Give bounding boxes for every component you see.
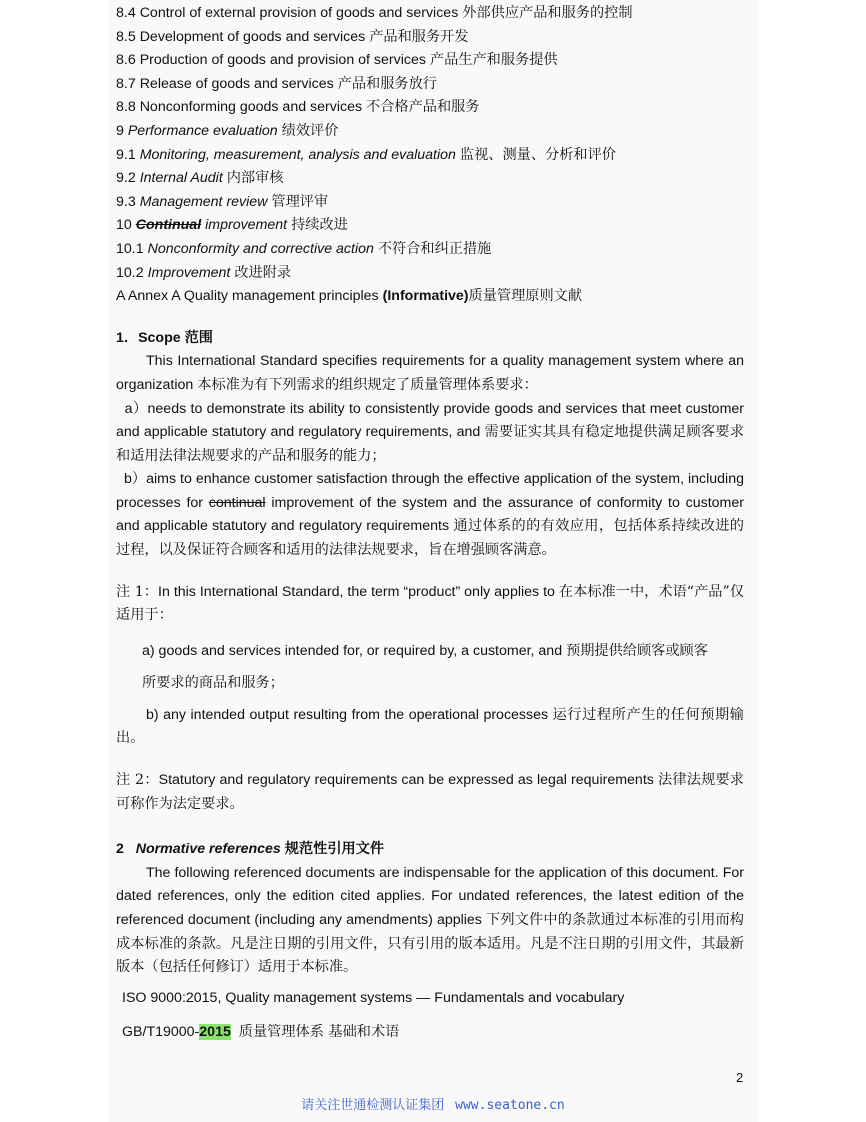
toc-line-9-1: 9.1 Monitoring, measurement, analysis and evaluation 监视、测量、分析和评价 [116,146,616,163]
toc-line-10-2: 10.2 Improvement 改进附录 [116,264,292,281]
toc-line-9-3: 9.3 Management review 管理评审 [116,193,329,210]
reference-gb-t19000: GB/T19000-2015 质量管理体系 基础和术语 [122,1023,400,1040]
toc-line-10: 10 Continual improvement 持续改进 [116,217,348,234]
note-1: 注 1：In this International Standard, the term “product” only applies to 在本标准一中，术语“产品”仅适用于： [116,583,744,624]
note-1-item-a-cont: 所要求的商品和服务； [142,674,284,691]
toc-line-10-1: 10.1 Nonconformity and corrective action 不符合和纠正措施 [116,240,492,257]
footer-url[interactable]: www.seatone.cn [455,1098,565,1113]
scope-item-b: b）aims to enhance customer satisfaction through the effective application of the system, including processes for continual improvement of the system and the assurance of conformity to customer and applicable statutory and regulatory requirements 通过体系的的有效应用，包括体系持续改进的过程，以及保证符合顾客和适用的法律法规要求，旨在增强顾客满意。 [116,471,744,559]
toc-line-8-7: 8.7 Release of goods and services 产品和服务放行 [116,75,437,92]
toc-line-8-5: 8.5 Development of goods and services 产品和服务开发 [116,28,469,45]
toc-line-9-2: 9.2 Internal Audit 内部审核 [116,170,284,187]
toc-line-9: 9 Performance evaluation 绩效评价 [116,122,339,139]
toc-line-annex-a: A Annex A Quality management principles (Informative)质量管理原则文献 [116,288,583,305]
highlighted-year: 2015 [199,1023,231,1040]
note-1-item-b: b) any intended output resulting from the operational processes 运行过程所产生的任何预期输出。 [116,706,744,747]
note-2: 注 2：Statutory and regulatory requirements can be expressed as legal requirements 法律法规要求可称作为法定要求。 [116,772,744,812]
scope-item-a: a）needs to demonstrate its ability to consistently provide goods and services that meet customer and applicable statutory and regulatory requirements, and 需要证实其具有稳定地提供满足顾客要求和适用法律法规要求的产品和服务的能力； [116,400,745,464]
page-number: 2 [736,1070,744,1085]
toc-line-8-8: 8.8 Nonconforming goods and services 不合格产品和服务 [116,99,480,116]
scope-heading: 1．Scope 范围 [116,329,213,346]
footer-text: 请关注世通检测认证集团 [301,1098,445,1113]
document-content [116,2,744,1044]
toc-line-8-4: 8.4 Control of external provision of goods and services 外部供应产品和服务的控制 [116,5,633,21]
footer [0,1094,866,1113]
scope-intro: This International Standard specifies requirements for a quality management system where an organization 本标准为有下列需求的组织规定了质量管理体系要求： [116,353,744,393]
note-1-item-a: a) goods and services intended for, or required by, a customer, and 预期提供给顾客或顾客 [142,642,708,659]
normative-body: The following referenced documents are indispensable for the application of this document. For dated references, only the edition cited applies. For undated references, the latest edition of the referenced document (including any amendments) applies 下列文件中的条款通过本标准的引用而构成本标准的条款。凡是注日期的引用文件，只有引用的版本适用。凡是不注日期的引用文件，其最新版本（包括任何修订）适用于本标准。 [116,864,744,976]
toc-line-8-6: 8.6 Production of goods and provision of services 产品生产和服务提供 [116,52,558,69]
normative-heading: 2 Normative references 规范性引用文件 [116,841,385,858]
reference-iso-9000: ISO 9000:2015, Quality management systems — Fundamentals and vocabulary [122,989,625,1006]
